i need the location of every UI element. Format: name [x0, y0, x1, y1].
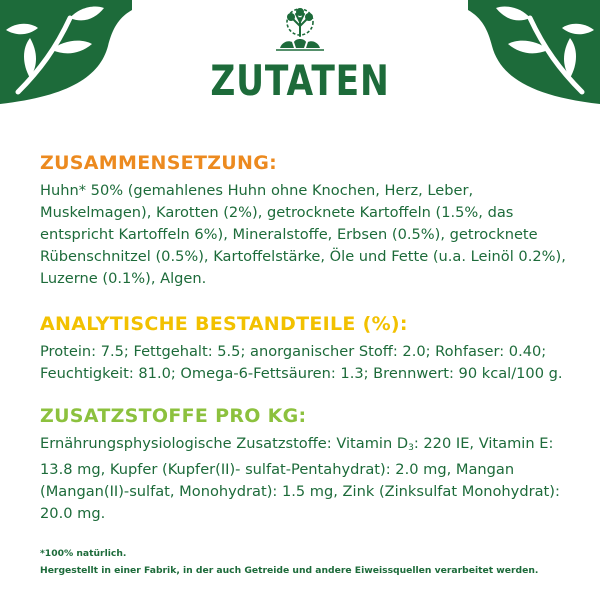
- additives-heading: ZUSATZSTOFFE PRO KG:: [40, 405, 307, 427]
- vitamin-d-subscript: 3: [408, 443, 414, 453]
- analytical-heading: ANALYTISCHE BESTANDTEILE (%):: [40, 313, 408, 335]
- footnotes: [40, 545, 580, 579]
- footnote-factory: Hergestellt in einer Fabrik, in der auch Getreide und andere Eiweissquellen verarbeitet werden.: [40, 565, 539, 576]
- composition-section: [40, 152, 570, 290]
- composition-heading: ZUSAMMENSETZUNG:: [40, 152, 278, 174]
- additives-text-part1: Ernährungsphysiologische Zusatzstoffe: Vitamin D: [40, 435, 409, 452]
- additives-text: [40, 433, 570, 525]
- additives-text-part2: : 220 IE, Vitamin E: 13.8 mg, Kupfer (Kupfer(II)- sulfat-Pentahydrat): 2.0 mg, Mangan (Mangan(II)-sulfat, Monohydrat): 1.5 mg, Zink (Zinksulfat Monohydrat): 20.0 mg.: [40, 435, 560, 522]
- page-title: ZUTATEN: [210, 56, 390, 105]
- composition-text: Huhn* 50% (gemahlenes Huhn ohne Knochen, Herz, Leber, Muskelmagen), Karotten (2%), getrocknete Kartoffeln (1.5%, das entspricht Kartoffeln 6%), Mineralstoffe, Erbsen (0.5%), getrocknete Rübenschnitzel (0.5%), Kartoffelstärke, Öle und Fette (u.a. Leinöl 0.2%), Luzerne (0.1%), Algen.: [40, 182, 566, 287]
- additives-section: [40, 405, 570, 525]
- analytical-text: Protein: 7.5; Fettgehalt: 5.5; anorganischer Stoff: 2.0; Rohfaser: 0.40; Feuchtigkeit: 81.0; Omega-6-Fettsäuren: 1.3; Brennwert: 90 kcal/100 g.: [40, 343, 563, 382]
- analytical-section: [40, 313, 570, 385]
- footnote-natural: *100% natürlich.: [40, 548, 127, 559]
- tree-with-animals-logo: [272, 6, 328, 54]
